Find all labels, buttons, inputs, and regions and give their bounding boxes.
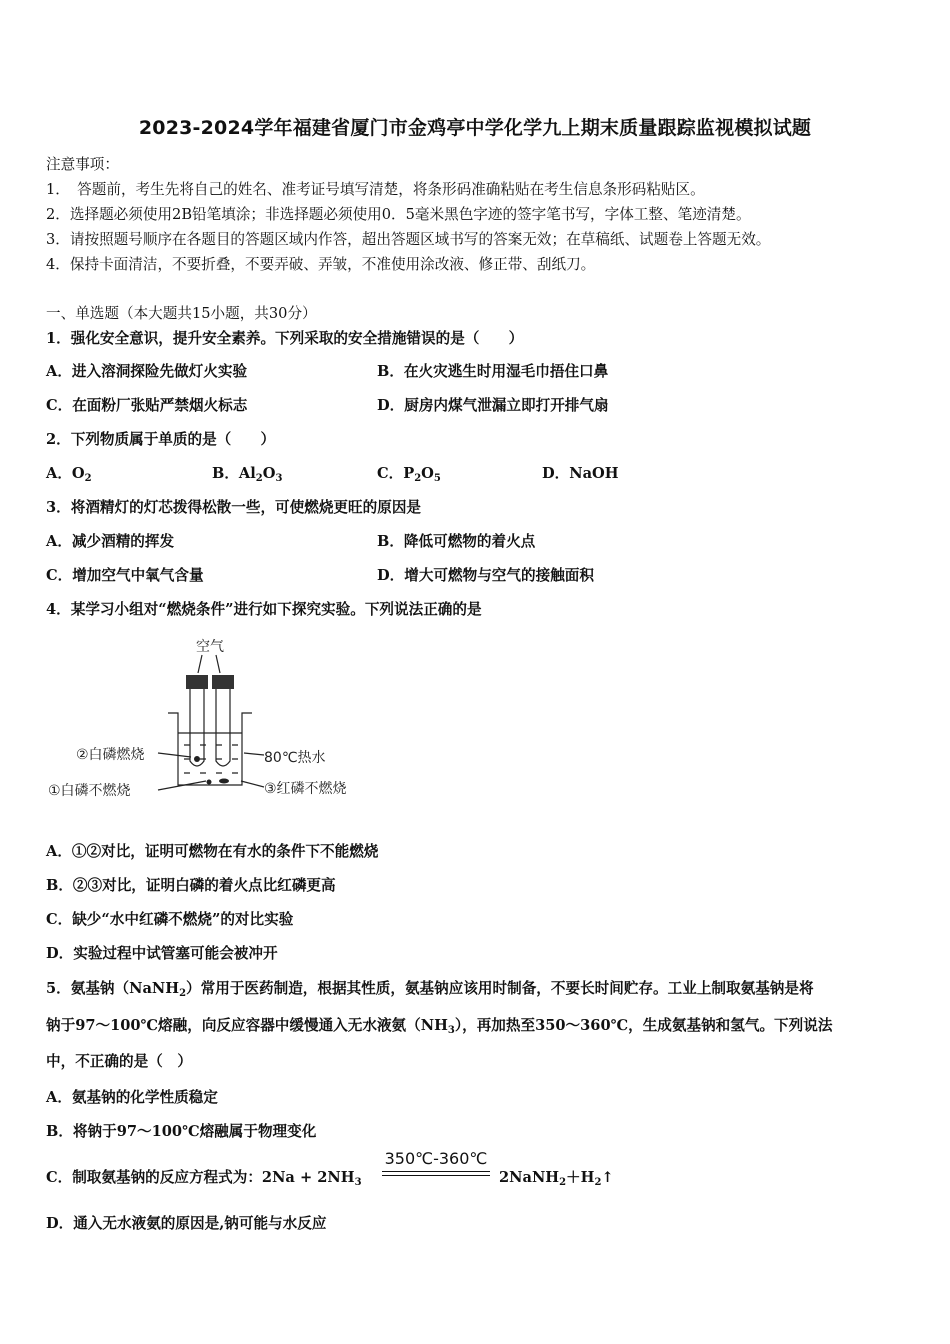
q1-stem: 1．强化安全意识，提升安全素养。下列采取的安全措施错误的是（ ）: [46, 330, 524, 347]
q4-stem: 4．某学习小组对“燃烧条件”进行如下探究实验。下列说法正确的是: [46, 601, 482, 618]
diagram-label-3: ③红磷不燃烧: [264, 781, 347, 797]
q5-option-c-products: $2NaNH_2+H_2↑$: [499, 1169, 614, 1188]
q3-option-c: C．增加空气中氧气含量: [46, 567, 204, 584]
q1-option-a: A．进入溶洞探险先做灯火实验: [46, 363, 248, 380]
q3-stem: 3．将酒精灯的灯芯拨得松散一些，可使燃烧更旺的原因是: [46, 499, 422, 516]
q1-option-c: C．在面粉厂张贴严禁烟火标志: [46, 397, 248, 414]
reaction-condition-text: 350℃-360℃: [384, 1149, 488, 1168]
diagram-label-2: ②白磷燃烧: [76, 747, 145, 763]
q5-option-a: A．氨基钠的化学性质稳定: [46, 1089, 218, 1106]
q2-option-c: C．$P_2O_5$: [377, 465, 441, 484]
equation-bar: [382, 1175, 490, 1176]
q4-option-a: A．①②对比，证明可燃物在有水的条件下不能燃烧: [46, 843, 379, 860]
notice-heading: 注意事项：: [46, 156, 119, 173]
q4-option-d: D．实验过程中试管塞可能会被冲开: [46, 945, 278, 962]
q2-stem: 2．下列物质属于单质的是（ ）: [46, 431, 276, 448]
q5-option-c: C．制取氨基钠的反应方程式为：$2Na + 2NH_3$: [46, 1169, 362, 1188]
q4-option-b: B．②③对比，证明白磷的着火点比红磷更高: [46, 877, 336, 894]
q3-option-b: B．降低可燃物的着火点: [377, 533, 536, 550]
diagram-label-air: 空气: [196, 639, 224, 655]
q1-option-b: B．在火灾逃生时用湿毛巾捂住口鼻: [377, 363, 609, 380]
q5-option-b: B．将钠于97～100℃熔融属于物理变化: [46, 1123, 317, 1140]
section-heading: 一、单选题（本大题共15小题，共30分）: [46, 305, 317, 322]
q2-option-a: A．$O_2$: [46, 465, 92, 484]
q5-stem-line-1: 5．氨基钠（NaNH$_2$）常用于医药制造，根据其性质，氨基钠应该用时制备，不要长时间贮存。工业上制取氨基钠是将: [46, 980, 814, 999]
q5-stem-line-3: 中，不正确的是（ ）: [46, 1053, 192, 1070]
q1-option-d: D．厨房内煤气泄漏立即打开排气扇: [377, 397, 609, 414]
combustion-experiment-diagram: [46, 635, 386, 810]
diagram-label-water: 80℃热水: [264, 750, 326, 766]
q3-option-a: A．减少酒精的挥发: [46, 533, 175, 550]
diagram-label-1: ①白磷不燃烧: [48, 783, 131, 799]
q5-option-d: D．通入无水液氨的原因是,钠可能与水反应: [46, 1215, 327, 1232]
notice-item-3: 3．请按照题号顺序在各题目的答题区域内作答，超出答题区域书写的答案无效；在草稿纸、试题卷上答题无效。: [46, 231, 771, 248]
notice-item-4: 4．保持卡面清洁，不要折叠，不要弄破、弄皱，不准使用涂改液、修正带、刮纸刀。: [46, 256, 596, 273]
q3-option-d: D．增大可燃物与空气的接触面积: [377, 567, 594, 584]
page-title: 2023-2024学年福建省厦门市金鸡亭中学化学九上期末质量跟踪监视模拟试题: [138, 117, 812, 139]
q2-option-b: B．$Al_2O_3$: [212, 465, 283, 484]
q5-stem-line-2: 钠于97～100℃熔融，向反应容器中缓慢通入无水液氨$(NH_3)$，再加热至350～360℃，生成氨基钠和氢气。下列说法: [46, 1017, 833, 1036]
notice-item-2: 2．选择题必须使用2B铅笔填涂；非选择题必须使用0．5毫米黑色字迹的签字笔书写，字体工整、笔迹清楚。: [46, 206, 751, 223]
reaction-condition: [380, 1149, 492, 1181]
equation-bar: [382, 1171, 490, 1172]
q2-option-d: D．NaOH: [542, 465, 619, 482]
notice-item-1: 1． 答题前，考生先将自己的姓名、准考证号填写清楚，将条形码准确粘贴在考生信息条形码粘贴区。: [46, 181, 705, 198]
q4-option-c: C．缺少“水中红磷不燃烧”的对比实验: [46, 911, 294, 928]
